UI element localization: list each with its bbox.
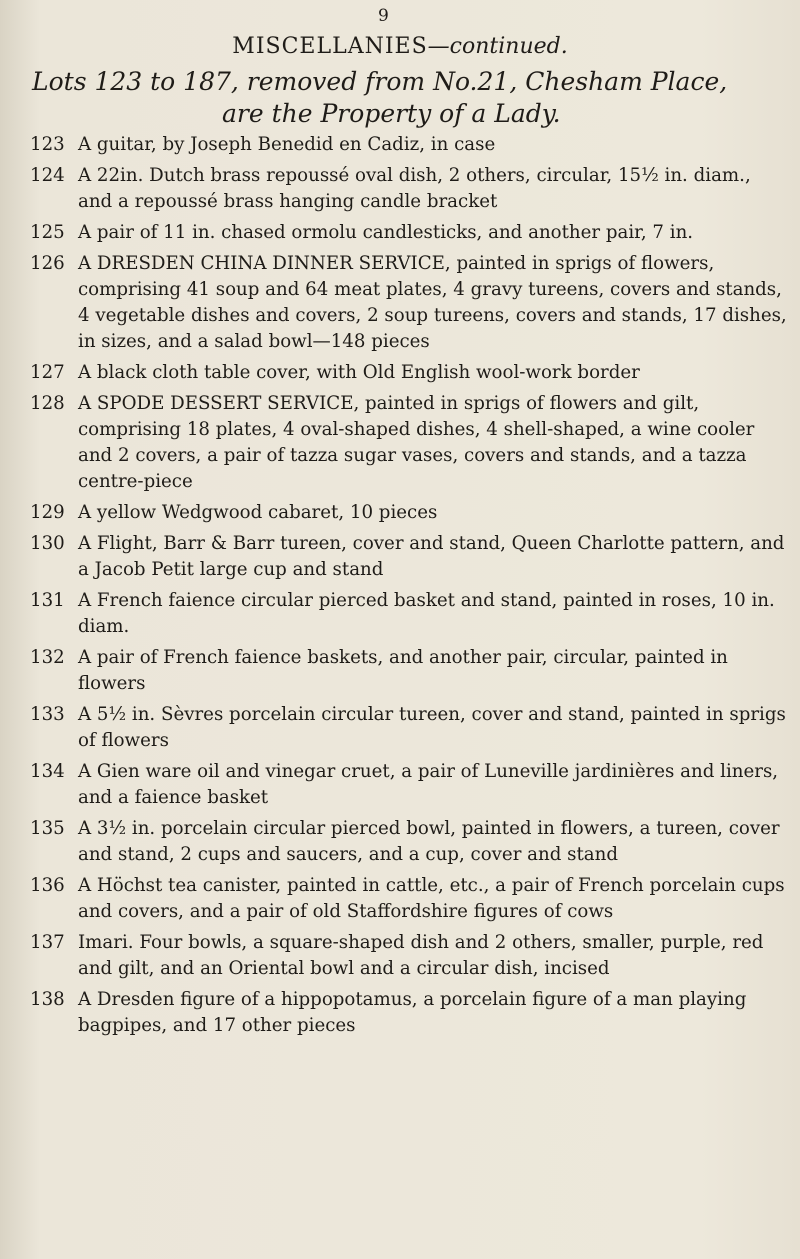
lot-entry (30, 588, 790, 640)
lot-entry (30, 759, 790, 811)
lot-description: A pair of French faience baskets, and another pair, circular, painted in flowers (78, 647, 728, 694)
lot-number: 136 (30, 875, 65, 896)
lot-entry (30, 816, 790, 868)
lot-number: 133 (30, 704, 65, 725)
lot-entry (30, 500, 790, 526)
lot-description: A 22in. Dutch brass repoussé oval dish, 2 others, circular, 15½ in. diam., and a repoussé brass hanging candle bracket (78, 165, 751, 212)
lot-description: A pair of 11 in. chased ormolu candlesticks, and another pair, 7 in. (78, 222, 694, 243)
lot-number: 131 (30, 590, 65, 611)
heading-main: MISCELLANIES (232, 34, 428, 59)
lot-entry (30, 220, 790, 246)
lot-number: 135 (30, 818, 65, 839)
lot-description: A Flight, Barr & Barr tureen, cover and stand, Queen Charlotte pattern, and a Jacob Petit large cup and stand (78, 533, 785, 580)
lot-description: A guitar, by Joseph Benedid en Cadiz, in case (78, 134, 496, 155)
lot-description: A DRESDEN CHINA DINNER SERVICE, painted in sprigs of flowers, comprising 41 soup and 64 meat plates, 4 gravy tureens, covers and stands, 4 vegetable dishes and covers, 2 soup tureens, covers and stands, 17 dishes, in sizes, and a salad bowl—148 pieces (78, 253, 787, 352)
lot-description: A Gien ware oil and vinegar cruet, a pair of Luneville jardinières and liners, and a faience basket (78, 761, 779, 808)
section-heading (0, 34, 800, 59)
lot-description: A French faience circular pierced basket and stand, painted in roses, 10 in. diam. (78, 590, 775, 637)
lot-description: A SPODE DESSERT SERVICE, painted in sprigs of flowers and gilt, comprising 18 plates, 4 oval-shaped dishes, 4 shell-shaped, a wine cooler and 2 covers, a pair of tazza sugar vases, covers and stands, and a tazza centre-piece (78, 393, 755, 492)
lot-entry (30, 531, 790, 583)
lot-entry (30, 132, 790, 158)
lot-description: A Dresden figure of a hippopotamus, a porcelain figure of a man playing bagpipes, and 17 other pieces (78, 989, 747, 1036)
heading-continued: —continued. (427, 34, 568, 59)
lots-title-line-1: Lots 123 to 187, removed from No.21, Chesham Place, (32, 67, 728, 96)
lot-description: A 3½ in. porcelain circular pierced bowl, painted in flowers, a tureen, cover and stand, 2 cups and saucers, and a cup, cover and stand (78, 818, 780, 865)
lot-description: A yellow Wedgwood cabaret, 10 pieces (78, 502, 438, 523)
lot-description: A black cloth table cover, with Old English wool-work border (78, 362, 640, 383)
lot-number: 128 (30, 393, 65, 414)
lot-entry (30, 391, 790, 495)
lot-entry (30, 645, 790, 697)
lot-number: 124 (30, 165, 65, 186)
lot-description: A Höchst tea canister, painted in cattle, etc., a pair of French porcelain cups and covers, and a pair of old Staffordshire figures of cows (78, 875, 785, 922)
lot-number: 127 (30, 362, 65, 383)
lot-entry (30, 251, 790, 355)
lot-entry (30, 987, 790, 1039)
lot-number: 129 (30, 502, 65, 523)
lot-entry (30, 930, 790, 982)
lot-number: 130 (30, 533, 65, 554)
lot-entry (30, 360, 790, 386)
lot-number: 137 (30, 932, 65, 953)
lot-number: 138 (30, 989, 65, 1010)
lot-number: 125 (30, 222, 65, 243)
lot-description: Imari. Four bowls, a square-shaped dish and 2 others, smaller, purple, red and gilt, and an Oriental bowl and a circular dish, incised (78, 932, 764, 979)
lots-provenance-title (32, 66, 792, 130)
lot-number: 123 (30, 134, 65, 155)
lot-entry (30, 702, 790, 754)
lot-entry (30, 873, 790, 925)
lot-number: 126 (30, 253, 65, 274)
lot-description: A 5½ in. Sèvres porcelain circular tureen, cover and stand, painted in sprigs of flowers (78, 704, 786, 751)
lot-number: 134 (30, 761, 65, 782)
lots-title-line-2: are the Property of a Lady. (222, 99, 561, 128)
lot-number: 132 (30, 647, 65, 668)
lot-entry (30, 163, 790, 215)
page-number: 9 (378, 6, 389, 26)
lot-list (30, 132, 790, 1044)
